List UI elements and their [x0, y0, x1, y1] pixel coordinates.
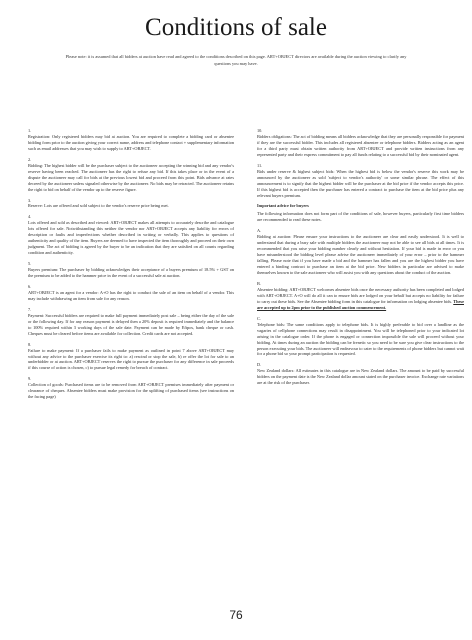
advice-letter: A. — [257, 228, 262, 234]
advice-letter: D. — [257, 362, 262, 368]
condition-text: Collection of goods: Purchased items are to be removed from ART+OBJECT premises immediately after payment or clearance of cheques. Absentee bidders must make provision for the uplifting of purchased items (see instructions on the facing page) — [28, 382, 234, 400]
condition-number: 9. — [28, 376, 32, 382]
intro-note: Please note: it is assumed that all bidders at auction have read and agreed to the conditions described on this page. ART+OBJECT directors are available during the auction viewing to clarify any questions you may have. — [65, 54, 407, 66]
page-title: Conditions of sale — [145, 14, 327, 41]
advice-text: Bidding at auction: Please ensure your instructions to the auctioneer are clear and easily understood. It is well to understand that during a busy sale with multiple bidders the auctioneer may not be able to see all bids at all times. It is recommended that you raise your bidding number clearly and without hesitation. If your bid is made in error or you have misunderstood the bidding level please advise the auctioneer immediately of your error – prior to the hammer falling. Please note that if you have made a bid and the hammer has fallen and you are the highest bidder you have entered a binding contract to purchase an item at the bid price. New bidders in particular are advised to make themselves known to the sale auctioneer who will assist you with any questions about the conduct of the auction. — [257, 234, 464, 276]
advice-intro-text: The following information does not form part of the conditions of sale, however buyers, particularly first time bidders are recommended to read these notes. — [257, 211, 464, 223]
condition-number: 11. — [257, 162, 263, 168]
condition-number: 1. — [28, 128, 32, 133]
advice-text — [257, 287, 464, 311]
condition-text: Failure to make payment: If a purchaser fails to make payment as outlined in point 7 above ART+OBJECT may without any advice to the purchaser exercise its right to: a) rescind or stop the sale, b) re offer the lot for sale to an underbidder or at auction. ART+OBJECT reserves the right to pursue the purchaser for any difference in sale proceeds if this course of action is chosen, c) to pursue legal remedy for breach of contract. — [28, 347, 234, 371]
condition-number: 6. — [28, 283, 32, 289]
advice-letter: C. — [257, 315, 261, 321]
advice-b-body: Absentee bidding: ART+OBJECT welcomes absentee bids once the necessary authority has been completed and lodged with ART+OBJECT. A+O will do all it can to ensure bids are lodged on your behalf but accepts no liability for failure to carry out these bids. See the Absentee bidding form in this catalogue for information on lodging absentee bids. — [257, 286, 464, 304]
condition-text: Bidding: The highest bidder will be the purchaser subject to the auctioneer accepting the winning bid and any vendor's reserve having been reached. The auctioneer has the right to refuse any bid. If this takes place or in the event of a dispute the auctioneer may call for bids at the previous lowest bid and proceed from this point. Bids advance at rates decreed by the auctioneer unless signaled otherwise by the auctioneer. No bids may be retracted. The auctioneer retains the right to bid on behalf of the vendor up to the reserve figure. — [28, 162, 234, 192]
condition-6 — [28, 284, 234, 302]
condition-number: 4. — [28, 214, 32, 220]
condition-text: Bidders obligations: The act of bidding means all bidders acknowledge that they are personally responsible for payment if they are the successful bidder. This includes all registered absentee or telephone bidders. Bidders acting as an agent for a third party must obtain written authority from ART+OBJECT and provide written instructions from any represented party and their express commitment to pay all funds relating to a successful bid by their nominated agent. — [257, 133, 464, 157]
advice-b — [257, 281, 464, 311]
right-column — [257, 128, 464, 391]
section-heading: Important advice for buyers — [257, 203, 309, 209]
advice-d — [257, 362, 464, 386]
condition-text: Lots offered and sold as described and viewed: ART+OBJECT makes all attempts to accurately describe and catalogue lots offered for sale. Notwithstanding this neither the vendor nor ART+OBJECT accepts any liability for errors of description or faults and imperfections whether described in writing or verbally. This applies to questions of authenticity and quality of the item. Buyers are deemed to have inspected the item thoroughly and proceed on their own judgment. The act of bidding is agreed by the buyer to be an indication that they are satisfied on all counts regarding condition and authenticity. — [28, 220, 234, 256]
condition-2 — [28, 157, 234, 193]
advice-text: New Zealand dollars: All estimates in this catalogue are in New Zealand dollars. The amount to be paid by successful bidders on the payment date is the New Zealand dollar amount stated on the purchaser invoice. Exchange rate variations are at the risk of the purchaser. — [257, 368, 464, 386]
condition-11 — [257, 163, 464, 199]
advice-intro — [257, 203, 464, 223]
condition-1 — [28, 128, 234, 152]
condition-text: Bids under reserve & highest subject bids: When the highest bid is below the vendor's reserve this work may be announced by the auctioneer as sold 'subject to vendor's authority' or some similar phrase. The effect of this announcement is to signify that the highest bidder will be the purchaser at the bid price if the vendor accepts this price. If this highest bid is accepted then the purchaser has entered a contract to purchase the item at the bid price plus any relevant buyers premium. — [257, 168, 464, 198]
condition-number: 5. — [28, 261, 32, 267]
condition-10 — [257, 128, 464, 158]
condition-text: Payment: Successful bidders are required to make full payment immediately post sale – being either the day of the sale or the following day. If for any reason payment is delayed then a 20% deposit is required immediately and the balance to 100% required within 3 working days of the sale date. Payment can be made by Eftpos, bank cheque or cash. Cheques must be cleared before items are available for collection. Credit cards are not accepted. — [28, 312, 234, 336]
condition-9 — [28, 376, 234, 400]
condition-number: 7. — [28, 306, 32, 312]
advice-text: Telephone bids: The same conditions apply to telephone bids. It is highly preferable to bid over a landline as the vagaries of cellphone connections may result in disappointment. You will be telephoned prior to your indicated lot arising in the catalogue order. If the phone is engaged or connection impossible the sale will proceed without your bidding. At times during an auction the bidding can be frenetic so you need to be sure you give clear instructions to the person executing your bids. The auctioneer will endeavour to cater to the requirements of phone bidders but cannot wait for a phone bid so your prompt participation is requested. — [257, 321, 464, 357]
condition-3 — [28, 198, 234, 210]
condition-number: 8. — [28, 341, 32, 347]
condition-text: Reserve: Lots are offered and sold subject to the vendor's reserve price being met. — [28, 203, 169, 209]
condition-8 — [28, 342, 234, 372]
condition-text: ART+OBJECT is an agent for a vendor: A+O has the right to conduct the sale of an item on behalf of a vendor. This may include withdrawing an item from sale for any reason. — [28, 289, 234, 301]
condition-text: Registration: Only registered bidders may bid at auction. You are required to complete a bidding card or absentee bidding form prior to the auction giving your correct name, address and telephone contact + supplementary information such as email addresses that you may wish to supply to ART+OBJECT. — [28, 133, 234, 151]
condition-4 — [28, 214, 234, 256]
condition-number: 2. — [28, 156, 32, 162]
condition-text: Buyers premium: The purchaser by bidding acknowledges their acceptance of a buyers premium of 18.5% + GST on the premium to be added to the hammer price in the event of a successful sale at auction. — [28, 267, 234, 279]
advice-b-deadline: These are accepted up to 2pm prior to the published auction commencement. — [257, 298, 464, 310]
condition-number: 10. — [257, 128, 263, 133]
condition-number: 3. — [28, 197, 32, 203]
left-column — [28, 128, 234, 405]
advice-letter: B. — [257, 280, 261, 286]
page-number: 76 — [229, 608, 243, 622]
condition-5 — [28, 261, 234, 279]
advice-a — [257, 228, 464, 276]
advice-c — [257, 316, 464, 358]
condition-7 — [28, 307, 234, 337]
